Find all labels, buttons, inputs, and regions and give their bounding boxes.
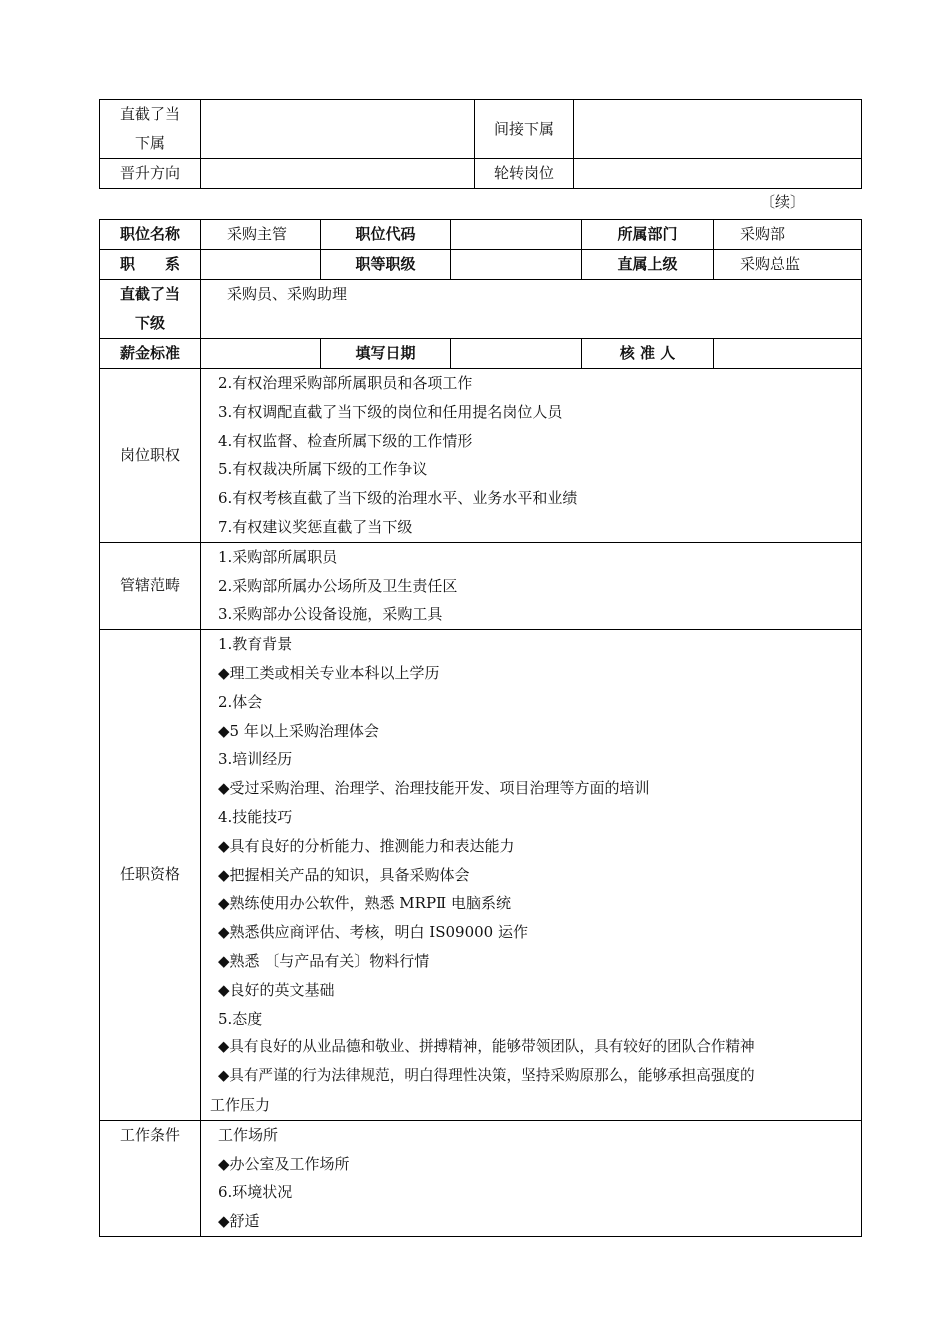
qualification-item: ◆具有良好的分析能力、推测能力和表达能力	[218, 836, 515, 855]
position-name-value: 采购主管	[201, 220, 321, 250]
authority-label: 岗位职权	[100, 369, 201, 543]
authority-item: 4.有权监督、检查所属下级的工作情形	[218, 431, 473, 450]
authority-item: 5.有权裁决所属下级的工作争议	[218, 460, 428, 479]
scope-item: 3.采购部办公设备设施，采购工具	[218, 605, 443, 624]
promotion-value	[201, 159, 475, 189]
scope-item: 2.采购部所属办公场所及卫生责任区	[218, 576, 458, 595]
department-value: 采购部	[714, 220, 862, 250]
qualification-item: ◆熟练使用办公软件，熟悉 MRPⅡ 电脑系统	[218, 894, 512, 913]
conditions-list	[201, 1120, 862, 1236]
qualification-item: ◆熟悉 〔与产品有关〕物料行情	[218, 951, 430, 970]
qualification-item: ◆具有严谨的行为法律规范，明白得理性决策，坚持采购原那么，能够承担高强度的	[218, 1067, 755, 1085]
direct-subordinate-label: 直截了当 下属	[100, 100, 201, 159]
qualification-item: 5.态度	[218, 1009, 263, 1028]
superior-label: 直属上级	[582, 250, 714, 280]
conditions-label: 工作条件	[100, 1120, 201, 1236]
position-code-value	[451, 220, 582, 250]
position-code-label: 职位代码	[321, 220, 451, 250]
qualification-item: ◆受过采购治理、治理学、治理技能开发、项目治理等方面的培训	[218, 779, 650, 798]
qualification-item-continued: 工作压力	[210, 1095, 271, 1114]
position-table	[99, 219, 862, 1237]
job-family-value	[201, 250, 321, 280]
qualification-item: ◆具有良好的从业品德和敬业、拼搏精神，能够带领团队，具有较好的团队合作精神	[218, 1038, 755, 1056]
qualification-item: 2.体会	[218, 692, 263, 711]
department-label: 所属部门	[582, 220, 714, 250]
conditions-item: 6.环境状况	[218, 1183, 293, 1202]
position-name-label: 职位名称	[100, 220, 201, 250]
authority-item: 7.有权建议奖惩直截了当下级	[218, 517, 413, 536]
qualification-item: ◆5 年以上采购治理体会	[218, 721, 379, 740]
approver-label: 核 准 人	[582, 339, 714, 369]
conditions-item: ◆办公室及工作场所	[218, 1154, 350, 1173]
qualification-item: 4.技能技巧	[218, 807, 293, 826]
approver-value	[714, 339, 862, 369]
subordinates-value: 采购员、采购助理	[201, 280, 862, 339]
scope-list	[201, 542, 862, 629]
salary-value	[201, 339, 321, 369]
fill-date-value	[451, 339, 582, 369]
rotation-value	[574, 159, 862, 189]
authority-item: 3.有权调配直截了当下级的岗位和任用提名岗位人员	[218, 402, 563, 421]
qualification-item: ◆良好的英文基础	[218, 980, 335, 999]
conditions-item: ◆舒适	[218, 1212, 260, 1231]
scope-label: 管辖范畴	[100, 542, 201, 629]
qualification-item: 1.教育背景	[218, 635, 293, 654]
qualification-item: ◆把握相关产品的知识，具备采购体会	[218, 865, 470, 884]
direct-subordinate-value	[201, 100, 475, 159]
salary-label: 薪金标准	[100, 339, 201, 369]
continued-mark: 〔续〕	[759, 193, 805, 211]
grade-label: 职等职级	[321, 250, 451, 280]
fill-date-label: 填写日期	[321, 339, 451, 369]
promotion-label: 晋升方向	[100, 159, 201, 189]
qualification-item: 3.培训经历	[218, 750, 293, 769]
conditions-item: 工作场所	[218, 1125, 279, 1144]
authority-item: 6.有权考核直截了当下级的治理水平、业务水平和业绩	[218, 489, 578, 508]
indirect-subordinate-label: 间接下属	[475, 100, 574, 159]
job-family-label: 职 系	[100, 250, 201, 280]
qualification-label: 任职资格	[100, 630, 201, 1121]
qualification-list	[201, 630, 862, 1121]
superior-value: 采购总监	[714, 250, 862, 280]
top-table	[99, 99, 862, 189]
authority-item: 2.有权治理采购部所属职员和各项工作	[218, 374, 473, 392]
subordinates-label: 直截了当 下级	[100, 280, 201, 339]
authority-list	[201, 369, 862, 543]
qualification-item: ◆熟悉供应商评估、考核，明白 IS09000 运作	[218, 923, 528, 942]
indirect-subordinate-value	[574, 100, 862, 159]
scope-item: 1.采购部所属职员	[218, 547, 338, 566]
rotation-label: 轮转岗位	[475, 159, 574, 189]
qualification-item: ◆理工类或相关专业本科以上学历	[218, 663, 440, 682]
grade-value	[451, 250, 582, 280]
